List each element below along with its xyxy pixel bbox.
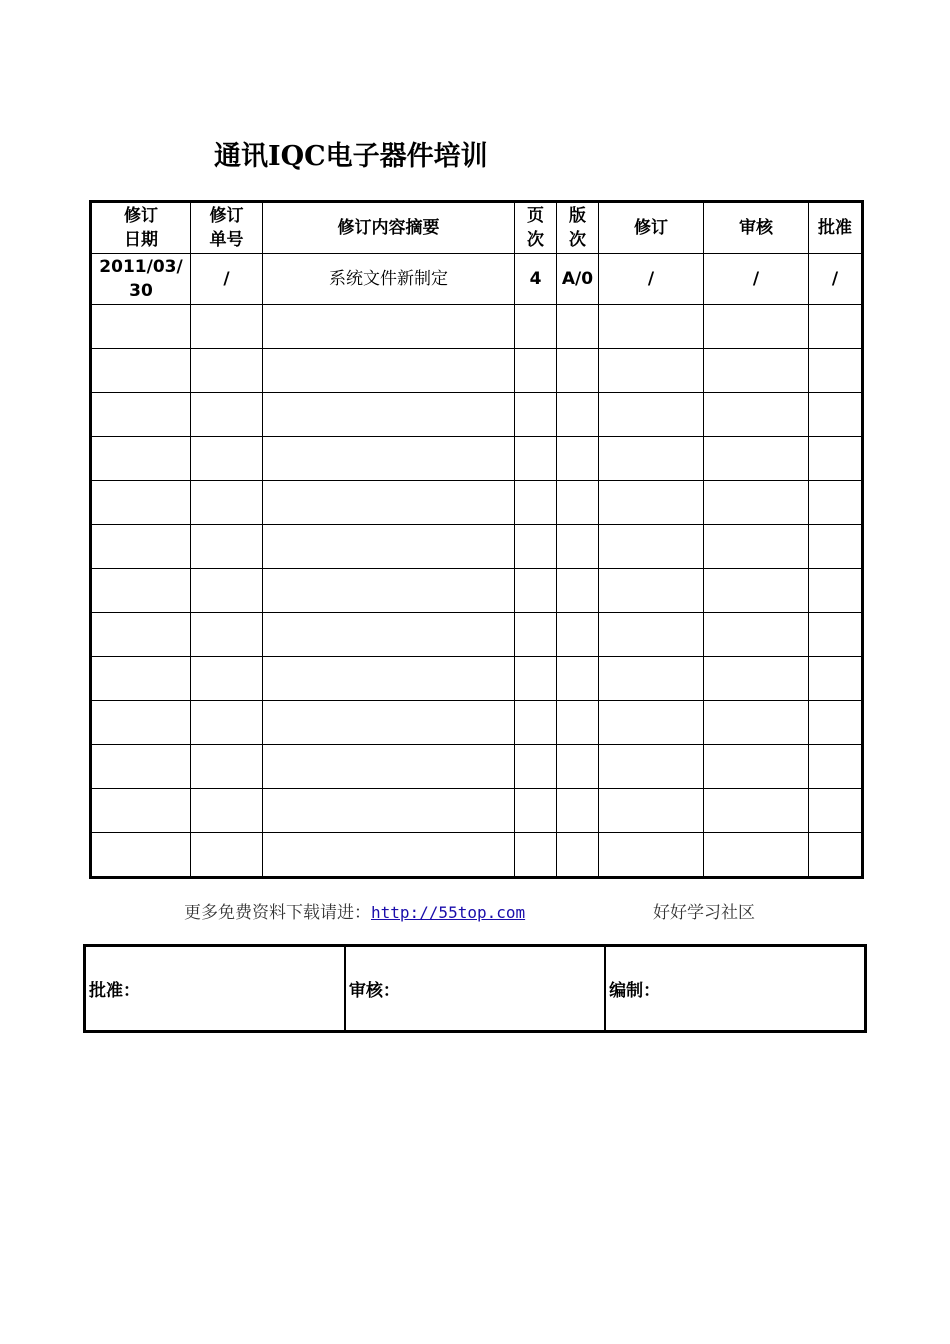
table-cell[interactable]: [599, 745, 704, 789]
table-row: [91, 745, 863, 789]
download-note: [184, 898, 525, 923]
approve-signature-field[interactable]: 批准：: [85, 946, 345, 1032]
header-revision-date: 修订 日期: [91, 202, 191, 254]
table-cell[interactable]: [809, 701, 863, 745]
table-cell[interactable]: [515, 393, 557, 437]
table-cell[interactable]: [809, 833, 863, 878]
table-cell[interactable]: [557, 349, 599, 393]
table-cell[interactable]: [263, 481, 515, 525]
table-cell[interactable]: [704, 657, 809, 701]
table-cell[interactable]: [91, 833, 191, 878]
table-cell[interactable]: [599, 481, 704, 525]
table-row: [91, 657, 863, 701]
signature-table: [83, 944, 867, 1033]
table-cell[interactable]: [557, 701, 599, 745]
table-cell[interactable]: [557, 789, 599, 833]
table-cell[interactable]: [263, 745, 515, 789]
table-cell[interactable]: [557, 833, 599, 878]
table-cell[interactable]: [557, 569, 599, 613]
table-cell[interactable]: [515, 525, 557, 569]
table-row: [91, 613, 863, 657]
table-cell[interactable]: [263, 569, 515, 613]
cell-revised-by: /: [599, 254, 704, 305]
table-cell[interactable]: [515, 569, 557, 613]
page-title: 通讯IQC电子器件培训: [214, 141, 488, 172]
table-cell[interactable]: [515, 701, 557, 745]
table-cell[interactable]: [809, 305, 863, 349]
table-cell[interactable]: [263, 789, 515, 833]
table-cell[interactable]: [704, 393, 809, 437]
header-revision-number: 修订 单号: [191, 202, 263, 254]
table-cell[interactable]: [599, 349, 704, 393]
table-cell[interactable]: [599, 393, 704, 437]
table-cell[interactable]: [515, 657, 557, 701]
table-cell[interactable]: [809, 349, 863, 393]
table-cell[interactable]: [704, 569, 809, 613]
table-row: [91, 305, 863, 349]
table-cell[interactable]: [191, 613, 263, 657]
table-cell[interactable]: [263, 349, 515, 393]
header-revised-by: 修订: [599, 202, 704, 254]
table-cell[interactable]: [515, 745, 557, 789]
table-cell[interactable]: [263, 305, 515, 349]
table-cell[interactable]: [599, 833, 704, 878]
table-cell[interactable]: [557, 481, 599, 525]
table-cell[interactable]: [557, 393, 599, 437]
table-cell[interactable]: [263, 525, 515, 569]
table-cell[interactable]: [263, 613, 515, 657]
table-cell[interactable]: [263, 701, 515, 745]
table-row: [91, 833, 863, 878]
table-cell[interactable]: [704, 525, 809, 569]
table-cell[interactable]: [809, 569, 863, 613]
cell-page: 4: [515, 254, 557, 305]
table-cell[interactable]: [191, 745, 263, 789]
table-cell[interactable]: [809, 789, 863, 833]
table-cell[interactable]: [515, 789, 557, 833]
table-row: [91, 349, 863, 393]
table-cell[interactable]: [557, 657, 599, 701]
table-cell[interactable]: [599, 701, 704, 745]
table-cell[interactable]: [191, 349, 263, 393]
table-cell[interactable]: [704, 745, 809, 789]
table-row: [91, 701, 863, 745]
table-cell[interactable]: [704, 833, 809, 878]
table-cell[interactable]: [91, 657, 191, 701]
table-cell[interactable]: [557, 745, 599, 789]
table-cell[interactable]: [557, 525, 599, 569]
table-cell[interactable]: [191, 305, 263, 349]
table-cell[interactable]: [91, 613, 191, 657]
table-cell[interactable]: [557, 613, 599, 657]
table-cell[interactable]: [515, 833, 557, 878]
table-cell[interactable]: [91, 349, 191, 393]
table-cell[interactable]: [263, 833, 515, 878]
header-reviewed-by: 审核: [704, 202, 809, 254]
table-header-row: [91, 202, 863, 254]
table-cell[interactable]: [704, 349, 809, 393]
table-cell[interactable]: [191, 569, 263, 613]
table-cell[interactable]: [809, 393, 863, 437]
table-cell[interactable]: [599, 305, 704, 349]
table-cell[interactable]: [515, 613, 557, 657]
table-cell[interactable]: [809, 525, 863, 569]
table-cell[interactable]: [809, 657, 863, 701]
table-cell[interactable]: [809, 481, 863, 525]
header-version: 版 次: [557, 202, 599, 254]
table-cell[interactable]: [263, 657, 515, 701]
table-cell[interactable]: [599, 657, 704, 701]
table-row: [91, 789, 863, 833]
table-cell[interactable]: [191, 789, 263, 833]
table-cell[interactable]: [515, 437, 557, 481]
table-cell[interactable]: [704, 789, 809, 833]
table-cell[interactable]: [599, 569, 704, 613]
prepare-signature-field[interactable]: 编制：: [605, 946, 865, 1032]
table-cell[interactable]: [263, 437, 515, 481]
table-cell[interactable]: [704, 305, 809, 349]
table-cell[interactable]: [704, 701, 809, 745]
cell-summary: 系统文件新制定: [263, 254, 515, 305]
table-cell[interactable]: [191, 437, 263, 481]
table-cell[interactable]: [91, 701, 191, 745]
table-cell[interactable]: [599, 789, 704, 833]
table-row: [91, 393, 863, 437]
table-cell[interactable]: [599, 613, 704, 657]
table-cell[interactable]: [599, 437, 704, 481]
cell-approved-by: /: [809, 254, 863, 305]
community-name: 好好学习社区: [653, 903, 755, 923]
table-cell[interactable]: [91, 481, 191, 525]
table-cell[interactable]: [515, 305, 557, 349]
cell-reviewed-by: /: [704, 254, 809, 305]
table-cell[interactable]: [91, 525, 191, 569]
table-cell[interactable]: [91, 569, 191, 613]
table-row: [91, 254, 863, 305]
download-link[interactable]: http://55top.com: [371, 903, 526, 922]
revision-table: [89, 200, 864, 879]
header-page: 页 次: [515, 202, 557, 254]
table-cell[interactable]: [515, 349, 557, 393]
table-cell[interactable]: [704, 437, 809, 481]
cell-date: 2011/03/ 30: [91, 254, 191, 305]
table-cell[interactable]: [191, 701, 263, 745]
table-cell[interactable]: [191, 525, 263, 569]
table-cell[interactable]: [91, 393, 191, 437]
table-cell[interactable]: [557, 437, 599, 481]
header-revision-summary: 修订内容摘要: [263, 202, 515, 254]
table-cell[interactable]: [91, 305, 191, 349]
table-cell[interactable]: [191, 481, 263, 525]
table-cell[interactable]: [91, 745, 191, 789]
header-approved-by: 批准: [809, 202, 863, 254]
table-cell[interactable]: [91, 789, 191, 833]
table-cell[interactable]: [599, 525, 704, 569]
table-row: [91, 569, 863, 613]
table-cell[interactable]: [557, 305, 599, 349]
table-cell[interactable]: [191, 833, 263, 878]
download-note-text: 更多免费资料下载请进：: [184, 903, 371, 923]
table-row: [91, 481, 863, 525]
table-cell[interactable]: [809, 745, 863, 789]
table-row: [91, 437, 863, 481]
table-cell[interactable]: [704, 613, 809, 657]
table-cell[interactable]: [515, 481, 557, 525]
table-cell[interactable]: [809, 613, 863, 657]
cell-number: /: [191, 254, 263, 305]
table-cell[interactable]: [809, 437, 863, 481]
table-cell[interactable]: [704, 481, 809, 525]
table-row: [91, 525, 863, 569]
table-cell[interactable]: [263, 393, 515, 437]
table-cell[interactable]: [191, 393, 263, 437]
table-cell[interactable]: [191, 657, 263, 701]
review-signature-field[interactable]: 审核：: [345, 946, 605, 1032]
table-cell[interactable]: [91, 437, 191, 481]
cell-version: A/0: [557, 254, 599, 305]
